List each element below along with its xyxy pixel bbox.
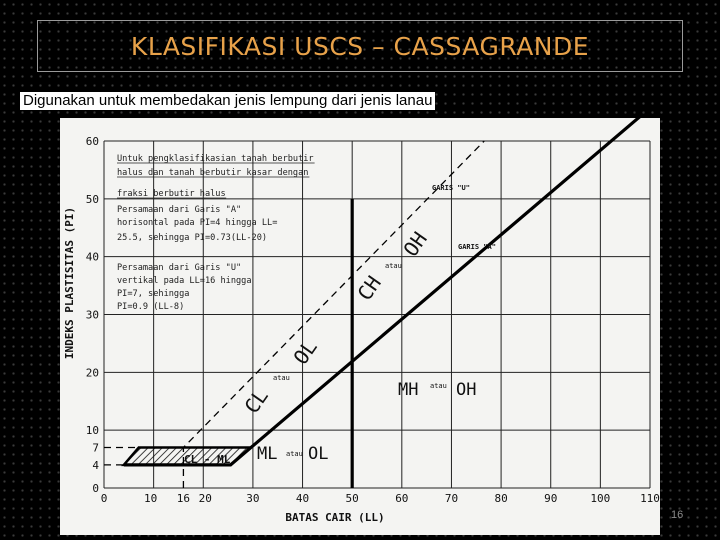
region-label-atau: atau <box>385 262 402 270</box>
y-tick-label: 0 <box>92 482 99 495</box>
region-label-ml: ML <box>257 444 278 464</box>
note-line: vertikal pada LL=16 hingga <box>117 276 252 286</box>
garis-u-label: GARIS "U" <box>432 184 470 192</box>
x-tick-label: 50 <box>345 492 359 505</box>
region-label-mh: MH <box>398 380 419 400</box>
plasticity-chart <box>60 118 660 535</box>
x-tick-label: 10 <box>144 492 158 505</box>
region-label-oh: OH <box>398 227 432 261</box>
slide-subtitle: Digunakan untuk membedakan jenis lempung dari jenis lanau <box>20 92 435 110</box>
x-tick-label: 110 <box>640 492 660 505</box>
note-line: 25.5, sehingga PI=0.73(LL-20) <box>117 233 268 243</box>
title-box <box>37 20 683 72</box>
note-line: halus dan tanah berbutir kasar dengan <box>117 168 309 178</box>
note-line: PI=7, sehingga <box>117 289 190 299</box>
note-line: PI=0.9 (LL-8) <box>117 302 185 312</box>
y-tick-label: 10 <box>85 424 99 438</box>
region-label-ch: CH <box>352 271 386 305</box>
x-tick-label: 30 <box>246 492 260 505</box>
y-tick-label: 50 <box>85 192 99 206</box>
note-line: horisontal pada PI=4 hingga LL= <box>117 218 278 228</box>
y-tick-label: 4 <box>92 458 99 472</box>
x-tick-label: 16 <box>176 492 191 505</box>
x-tick-label: 20 <box>198 492 212 505</box>
plasticity-chart-panel <box>60 118 660 535</box>
y-tick-label: 60 <box>85 135 99 148</box>
note-line: Untuk pengklasifikasian tanah berbutir <box>117 154 314 164</box>
y-tick-label: 40 <box>85 250 99 264</box>
note-line: Persamaan dari Garis "U" <box>117 263 242 273</box>
region-label-cl: CL <box>239 384 273 418</box>
region-label-atau: atau <box>273 374 290 382</box>
x-tick-label: 70 <box>444 492 459 505</box>
x-tick-label: 90 <box>544 492 558 505</box>
x-tick-label: 100 <box>590 492 611 505</box>
x-tick-label: 0 <box>100 492 108 505</box>
note-line: fraksi berbutir halus <box>117 189 226 199</box>
y-axis-title: INDEKS PLASTISITAS (PI) <box>63 206 76 360</box>
region-label-atau: atau <box>286 450 303 458</box>
x-tick-label: 60 <box>395 492 409 505</box>
y-tick-label: 30 <box>85 308 99 322</box>
region-label-atau: atau <box>430 382 447 390</box>
slide-title: KLASIFIKASI USCS – CASSAGRANDE <box>130 31 590 61</box>
note-line: Persamaan dari Garis "A" <box>117 205 242 215</box>
garis-a-label: GARIS "A" <box>458 243 496 251</box>
region-label-ol: OL <box>288 335 322 369</box>
region-label-cl-ml: CL - ML <box>184 453 231 466</box>
y-tick-label: 20 <box>85 366 99 380</box>
region-label-ol: OL <box>308 444 329 464</box>
x-axis-title: BATAS CAIR (LL) <box>285 511 385 524</box>
region-label-oh: OH <box>456 380 477 400</box>
y-tick-label: 7 <box>92 441 99 455</box>
page-number: 16 <box>671 509 684 521</box>
x-tick-label: 80 <box>494 492 508 505</box>
x-tick-label: 40 <box>295 492 310 505</box>
